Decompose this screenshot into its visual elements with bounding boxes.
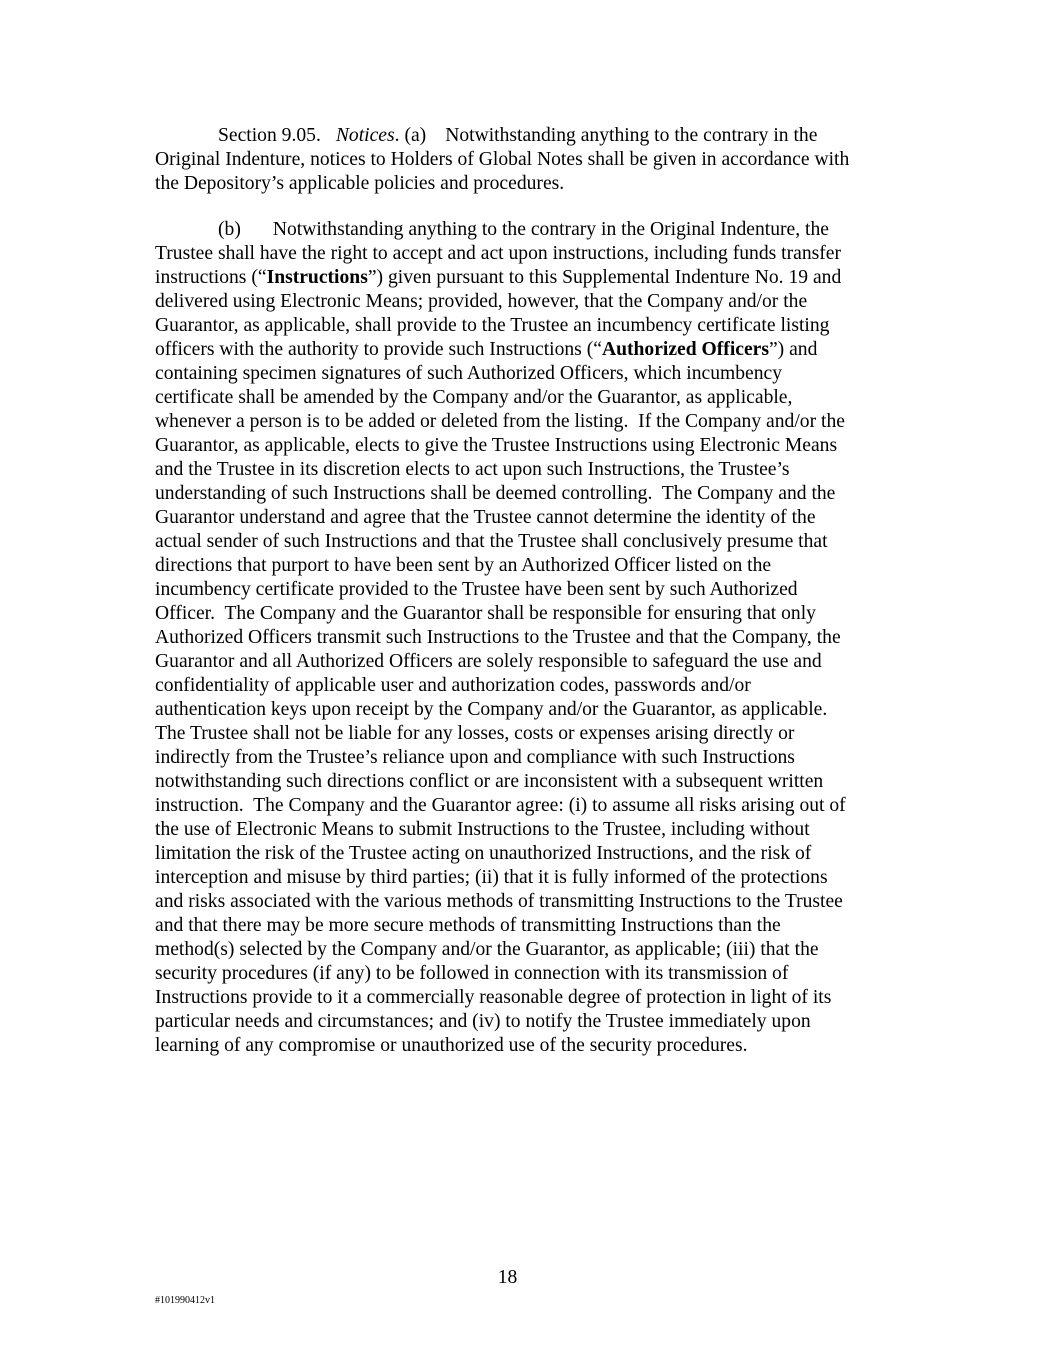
clause-label: (b) (218, 219, 241, 240)
text-line: method(s) selected by the Company and/or the Guarantor, as applicable; (iii) that the (155, 939, 819, 960)
text-span: officers with the authority to provide such Instructions (“ (155, 339, 602, 360)
section-heading: Notices (335, 125, 395, 146)
text-line: certificate shall be amended by the Company and/or the Guarantor, as applicable, (155, 387, 793, 408)
text-line: interception and misuse by third parties; (ii) that it is fully informed of the protections (155, 867, 828, 888)
text-line: and that there may be more secure methods of transmitting Instructions than the (155, 915, 781, 936)
text-line: authentication keys upon receipt by the Company and/or the Guarantor, as applicable. (155, 699, 828, 720)
text-line: Officer. The Company and the Guarantor shall be responsible for ensuring that only (155, 603, 816, 624)
defined-term-authorized-officers: Authorized Officers (601, 339, 769, 360)
text-span: instructions (“ (155, 267, 267, 288)
text-line: confidentiality of applicable user and authorization codes, passwords and/or (155, 675, 751, 696)
text-line (155, 218, 829, 242)
text-span: ”) and (768, 339, 818, 360)
text-line: actual sender of such Instructions and that the Trustee shall conclusively presume that (155, 531, 828, 552)
text-line: security procedures (if any) to be followed in connection with its transmission of (155, 963, 789, 984)
text-line: containing specimen signatures of such Authorized Officers, which incumbency (155, 363, 783, 384)
text-line: directions that purport to have been sent by an Authorized Officer listed on the (155, 555, 772, 576)
page-number: 18 (497, 1267, 518, 1288)
text-line: Guarantor, as applicable, elects to give the Trustee Instructions using Electronic Means (155, 435, 838, 456)
defined-term-instructions: Instructions (266, 267, 368, 288)
text-span: ”) given pursuant to this Supplemental Indenture No. 19 and (367, 267, 842, 288)
clause-label: . (a) (394, 125, 427, 146)
text-line: Guarantor, as applicable, shall provide to the Trustee an incumbency certificate listing (155, 315, 830, 336)
text-line: delivered using Electronic Means; provided, however, that the Company and/or the (155, 291, 808, 312)
text-line (155, 338, 817, 362)
text-line: Instructions provide to it a commercially reasonable degree of protection in light of its (155, 987, 832, 1008)
text-line: instruction. The Company and the Guarantor agree: (i) to assume all risks arising out of (155, 795, 846, 816)
text-span: Notwithstanding anything to the contrary in the (445, 125, 818, 146)
text-line: particular needs and circumstances; and (iv) to notify the Trustee immediately upon (155, 1011, 811, 1032)
text-span: Notwithstanding anything to the contrary in the Original Indenture, the (272, 219, 829, 240)
text-line: the use of Electronic Means to submit Instructions to the Trustee, including without (155, 819, 810, 840)
text-line: notwithstanding such directions conflict or are inconsistent with a subsequent written (155, 771, 824, 792)
text-line: Authorized Officers transmit such Instructions to the Trustee and that the Company, the (155, 627, 841, 648)
section-number: Section 9.05. (218, 125, 321, 146)
text-line: Original Indenture, notices to Holders of Global Notes shall be given in accordance with (155, 149, 850, 170)
text-line (155, 124, 817, 148)
text-line: The Trustee shall not be liable for any losses, costs or expenses arising directly or (155, 723, 795, 744)
text-line: Guarantor and all Authorized Officers are solely responsible to safeguard the use and (155, 651, 822, 672)
text-line: understanding of such Instructions shall be deemed controlling. The Company and the (155, 483, 836, 504)
text-line (155, 266, 841, 290)
text-line: incumbency certificate provided to the Trustee have been sent by such Authorized (155, 579, 798, 600)
text-line: learning of any compromise or unauthorized use of the security procedures. (155, 1035, 748, 1056)
text-line: and the Trustee in its discretion elects to act upon such Instructions, the Trustee’s (155, 459, 790, 480)
text-line: the Depository’s applicable policies and procedures. (155, 173, 565, 194)
document-id: #101990412v1 (155, 1295, 215, 1306)
text-line: indirectly from the Trustee’s reliance upon and compliance with such Instructions (155, 747, 795, 768)
text-line: Trustee shall have the right to accept and act upon instructions, including funds transfer (155, 243, 841, 264)
text-line: Guarantor understand and agree that the Trustee cannot determine the identity of the (155, 507, 816, 528)
text-line: limitation the risk of the Trustee acting on unauthorized Instructions, and the risk of (155, 843, 812, 864)
text-line: whenever a person is to be added or deleted from the listing. If the Company and/or the (155, 411, 845, 432)
text-line: and risks associated with the various methods of transmitting Instructions to the Trustee (155, 891, 843, 912)
